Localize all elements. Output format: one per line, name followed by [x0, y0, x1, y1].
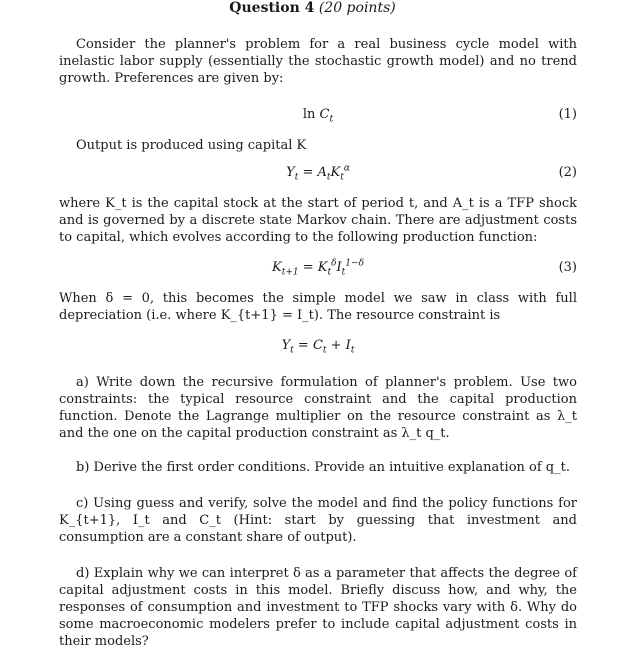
- question-heading: [0, 0, 625, 17]
- where-paragraph: [59, 195, 577, 246]
- question-points: (20 points): [318, 0, 396, 16]
- output-paragraph: [59, 137, 577, 154]
- equation-1: [59, 106, 577, 124]
- delta-text: When δ = 0, this becomes the simple model we saw in class with full depreciation (i.e. where K_{t+1} = I_t). The resource constraint is: [59, 291, 577, 323]
- resource-constraint-body: $Y_t = C_t + I_t$: [281, 338, 355, 356]
- part-d-text: d) Explain why we can interpret δ as a parameter that affects the degree of capital adjustment costs in this model. Briefly discuss how, and why, the responses of consumption and investment to TFP shocks vary with δ. Why do some macroeconomic modelers prefer to include capital adjustment costs in their models?: [59, 566, 577, 649]
- equation-1-body: $\ln C_t$: [302, 107, 334, 125]
- output-text: Output is produced using capital K: [76, 138, 307, 153]
- equation-3: [59, 259, 577, 277]
- equation-3-number: (3): [558, 260, 577, 275]
- part-b-text: b) Derive the first order conditions. Provide an intuitive explanation of q_t.: [76, 460, 570, 475]
- equation-3-body: $K_{t+1} = K_t^\delta I_t^{1-\delta}$: [272, 258, 364, 278]
- part-a: [59, 374, 577, 442]
- part-c: [59, 495, 577, 546]
- equation-1-number: (1): [558, 107, 577, 122]
- equation-2: [59, 164, 577, 182]
- intro-text: Consider the planner's problem for a real business cycle model with inelastic labor supply (essentially the stochastic growth model) and no trend growth. Preferences are given by:: [59, 37, 577, 86]
- question-title: Question 4: [229, 0, 315, 16]
- part-a-text: a) Write down the recursive formulation of planner's problem. Use two constraints: the typical resource constraint and the capital production function. Denote the Lagrange multiplier on the resource constraint as λ_t and the one on the capital production constraint as λ_t q_t.: [59, 375, 577, 441]
- part-c-text: c) Using guess and verify, solve the model and find the policy functions for K_{t+1}, I_t and C_t (Hint: start by guessing that investment and consumption are a constant share of output).: [59, 496, 577, 545]
- where-text: where K_t is the capital stock at the start of period t, and A_t is a TFP shock and is governed by a discrete state Markov chain. There are adjustment costs to capital, which evolves according to the following production function:: [59, 196, 577, 245]
- part-d: [59, 565, 577, 650]
- part-b: [59, 459, 577, 476]
- equation-2-number: (2): [558, 165, 577, 180]
- intro-paragraph: [59, 36, 577, 87]
- delta-paragraph: [59, 290, 577, 324]
- equation-2-body: $Y_t = A_tK_t^\alpha$: [286, 163, 350, 183]
- resource-constraint: [59, 337, 577, 355]
